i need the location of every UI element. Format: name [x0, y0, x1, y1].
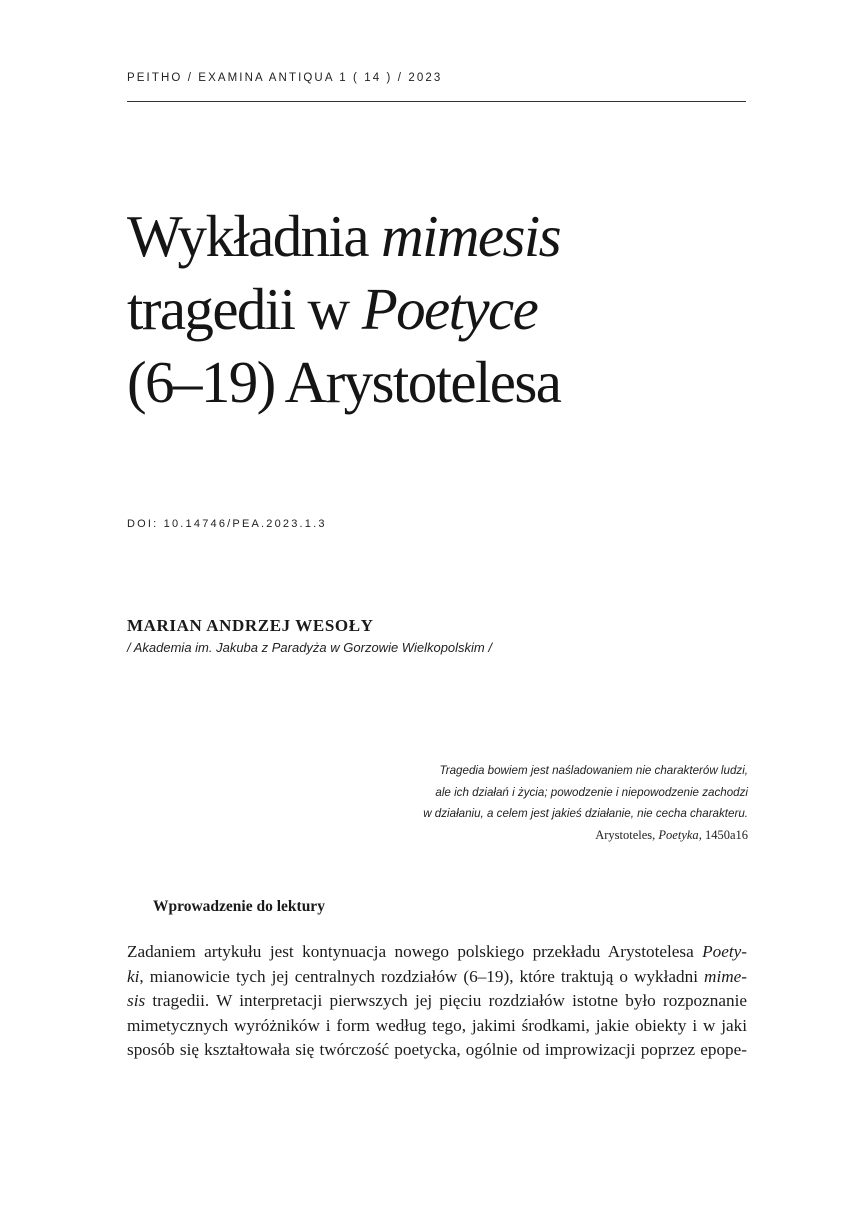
body-paragraph: [127, 940, 747, 1063]
epigraph-source-work: Poetyka: [658, 827, 699, 842]
author-affiliation: / Akademia im. Jakuba z Paradyża w Gorzowie Wielkopolskim /: [127, 640, 492, 655]
body-text: Zadaniem artykułu jest kontynuacja nowego polskiego przekładu Arystotelesa: [127, 942, 703, 961]
body-line: [127, 965, 747, 990]
body-line: mimetycznych wyróżników i form według tego, jakimi środkami, jakie obiekty i w jaki: [127, 1015, 747, 1035]
body-line: sposób się kształtowała się twórczość poetycka, ogólnie od improwizacji poprzez epope-: [127, 1040, 747, 1059]
title-italic-mimesis: mimesis: [381, 203, 560, 269]
body-text: , mianowicie tych jej centralnych rozdziałów (6–19), które traktują o wykładni: [139, 966, 705, 986]
body-line: [127, 989, 747, 1014]
article-title: [127, 200, 747, 419]
title-line-2: [127, 273, 747, 346]
epigraph-source: [308, 825, 748, 847]
epigraph-source-author: Arystoteles,: [595, 827, 659, 842]
body-italic: Poety-: [702, 942, 747, 961]
title-line-3: (6–19) Arystotelesa: [127, 349, 561, 415]
epigraph: [308, 760, 748, 846]
body-italic: ki: [127, 966, 140, 986]
doi: DOI: 10.14746/PEA.2023.1.3: [127, 518, 327, 530]
body-italic: mime-: [704, 966, 747, 986]
section-heading: Wprowadzenie do lektury: [153, 898, 325, 915]
epigraph-source-ref: , 1450a16: [698, 827, 748, 842]
header-rule: [127, 101, 746, 102]
title-text: tragedii w: [127, 276, 362, 342]
title-line-1: [127, 200, 747, 273]
body-text: tragedii. W interpretacji pierwszych jej pięciu rozdziałów istotne było rozpoznanie: [145, 991, 747, 1010]
epigraph-line: Tragedia bowiem jest naśladowaniem nie charakterów ludzi,: [439, 764, 748, 777]
epigraph-line: ale ich działań i życia; powodzenie i niepowodzenie zachodzi: [435, 785, 748, 799]
title-text: Wykładnia: [127, 203, 382, 269]
running-head: PEITHO / EXAMINA ANTIQUA 1 ( 14 ) / 2023: [127, 72, 443, 84]
author-name: MARIAN ANDRZEJ WESOŁY: [127, 616, 374, 635]
epigraph-line: w działaniu, a celem jest jakieś działanie, nie cecha charakteru.: [423, 807, 748, 820]
body-italic: sis: [127, 991, 146, 1010]
title-italic-poetyce: Poetyce: [361, 276, 538, 342]
body-line: [127, 940, 747, 965]
